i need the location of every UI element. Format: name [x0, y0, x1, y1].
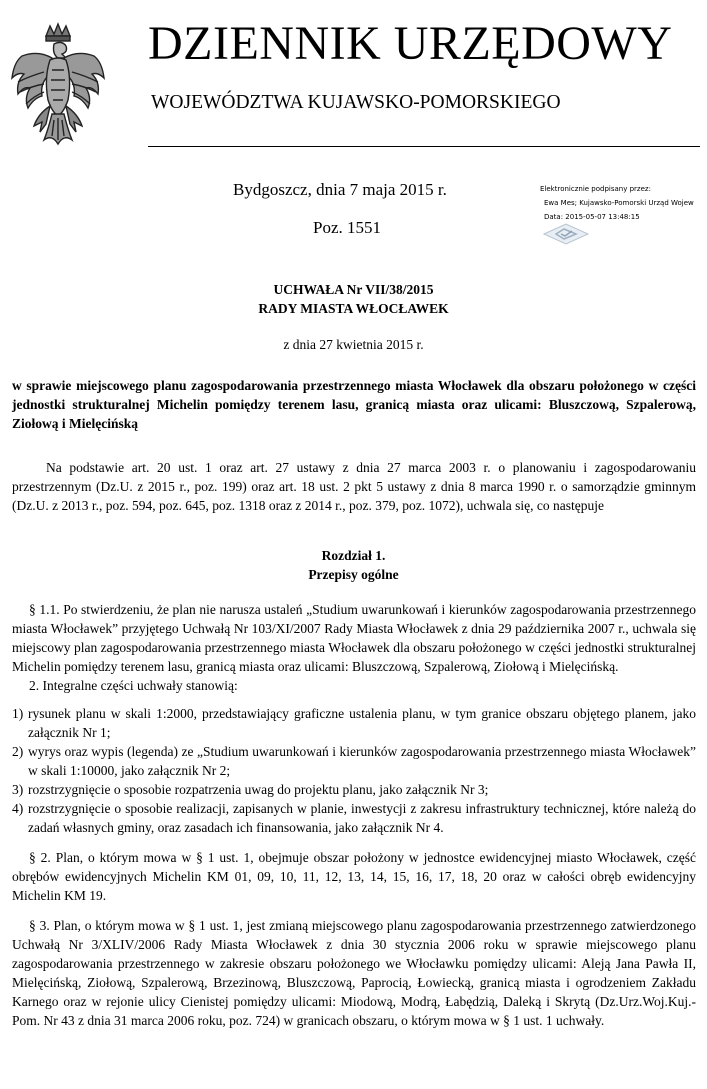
list-item: 3) rozstrzygnięcie o sposobie rozpatrzenia uwag do projektu planu, jako załącznik Nr 3;	[12, 782, 489, 797]
header-divider	[148, 146, 700, 147]
chapter-title: Przepisy ogólne	[308, 567, 399, 582]
signature-check-icon	[542, 223, 590, 245]
signature-label: Elektronicznie podpisany przez:	[540, 185, 651, 193]
attachments-list	[12, 704, 696, 837]
polish-eagle-emblem-icon	[8, 22, 108, 152]
list-item: 2) wyrys oraz wypis (legenda) ze „Studium uwarunkowań i kierunków zagospodarowania przestrzennego miasta Włocławek” w skali 1:10000, jako załącznik Nr 2;	[12, 744, 696, 778]
resolution-number: UCHWAŁA Nr VII/38/2015	[273, 282, 434, 297]
signature-signer: Ewa Mes; Kujawsko-Pomorski Urząd Wojew	[544, 199, 694, 207]
paragraph-1-section-1: § 1.1. Po stwierdzeniu, że plan nie narusza ustaleń „Studium uwarunkowań i kierunków zagospodarowania przestrzennego miasta Włocławek” przyjętego Uchwałą Nr 103/XI/2007 Rady Miasta Włocławek z dnia 29 października 2007 r., uchwala się miejscowy plan zagospodarowania przestrzennego miasta Włocławek dla obszaru położonego w części jednostki strukturalnej Michelin pomiędzy terenem lasu, granicą miasta oraz ulicami: Bluszczową, Szpalerową, Ziołową i Mielęcińską.	[12, 602, 696, 674]
resolution-date: z dnia 27 kwietnia 2015 r.	[283, 337, 424, 352]
journal-title: DZIENNIK URZĘDOWY	[148, 17, 673, 70]
position-number: Poz. 1551	[313, 218, 381, 237]
list-item: 1) rysunek planu w skali 1:2000, przedstawiający graficzne ustalenia planu, w tym granice obszaru objętego planem, jako załącznik Nr 1;	[12, 706, 696, 740]
resolution-council: RADY MIASTA WŁOCŁAWEK	[258, 301, 449, 316]
resolution-subject: w sprawie miejscowego planu zagospodarowania przestrzennego miasta Włocławek dla obszaru położonego w części jednostki strukturalnej Michelin pomiędzy terenem lasu, granicą miasta oraz ulicami: Bluszczową, Szpalerową, Ziołową i Mielęcińską	[12, 378, 696, 431]
paragraph-3-text: § 3. Plan, o którym mowa w § 1 ust. 1, jest zmianą miejscowego planu zagospodarowania przestrzennego zatwierdzonego Uchwałą Nr 3/XLIV/2006 Rady Miasta Włocławek z dnia 30 stycznia 2006 roku w sprawie miejscowego planu zagospodarowania przestrzennego w zakresie obszaru położonego we Włocławku pomiędzy ulicami: Aleją Jana Pawła II, Mielęcińską, Ziołową, Szpalerową, Brzezinową, Bluszczową, Paprocią, Łowiecką, granicą miasta i ogrodzeniem Zakładu Karnego oraz w rejonie ulicy Cienistej pomiędzy ulicami: Miodową, Modrą, Łabędzią, Daleką i Skrytą (Dz.Urz.Woj.Kuj.-Pom. Nr 43 z dnia 31 marca 2006 roku, poz. 724) w granicach obszaru, o którym mowa w § 1 ust. 1 uchwały.	[12, 918, 696, 1028]
journal-subtitle: WOJEWÓDZTWA KUJAWSKO-POMORSKIEGO	[151, 92, 561, 113]
list-item: 4) rozstrzygnięcie o sposobie realizacji, zapisanych w planie, inwestycji z zakresu infrastruktury technicznej, które należą do zadań własnych gminy, oraz zasadach ich finansowania, jako załącznik Nr 4.	[12, 801, 696, 835]
paragraph-2	[12, 848, 696, 905]
paragraph-1	[12, 600, 696, 695]
paragraph-3	[12, 916, 696, 1030]
preamble-text: Na podstawie art. 20 ust. 1 oraz art. 27 ustawy z dnia 27 marca 2003 r. o planowaniu i zagospodarowaniu przestrzennym (Dz.U. z 2015 r., poz. 199) oraz art. 18 ust. 2 pkt 5 ustawy z dnia 8 marca 1990 r. o samorządzie gminnym (Dz.U. z 2013 r., poz. 594, poz. 645, poz. 1318 oraz z 2014 r., poz. 379, poz. 1072), uchwala się, co następuje	[12, 460, 696, 513]
paragraph-1-section-2-intro: 2. Integralne części uchwały stanowią:	[29, 678, 238, 693]
paragraph-2-text: § 2. Plan, o którym mowa w § 1 ust. 1, obejmuje obszar położony w jednostce ewidencyjnej miasto Włocławek, część obrębów ewidencyjnych Michelin KM 01, 09, 10, 11, 12, 13, 14, 15, 16, 17, 18, 20 oraz w całości obręb ewidencyjny Michelin KM 19.	[12, 850, 696, 903]
place-date: Bydgoszcz, dnia 7 maja 2015 r.	[233, 180, 447, 199]
preamble	[12, 458, 696, 515]
electronic-signature	[540, 182, 707, 224]
chapter-number: Rozdział 1.	[321, 548, 386, 563]
signature-date: Data: 2015-05-07 13:48:15	[544, 213, 640, 221]
